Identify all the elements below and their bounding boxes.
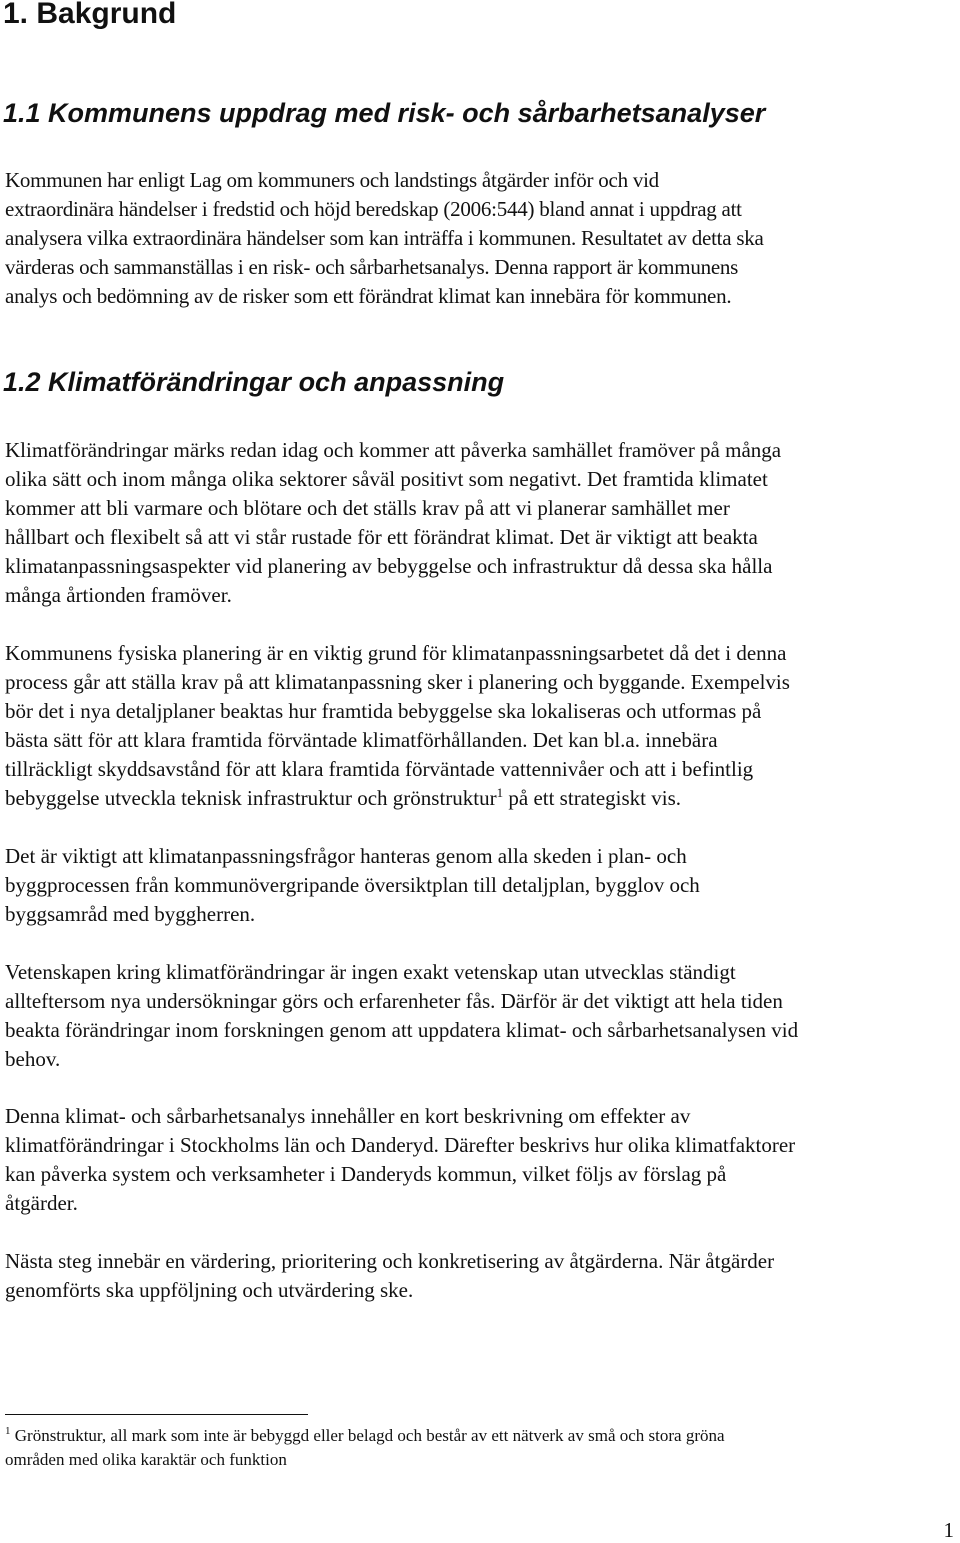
text-line: byggprocessen från kommunövergripande översiktplan till detaljplan, bygglov och: [5, 873, 700, 897]
paragraph-nasta-steg: [0, 1247, 960, 1305]
paragraph-kommunens-uppdrag: [0, 166, 960, 311]
text-fragment: bebyggelse utveckla teknisk infrastruktur och grönstruktur: [5, 786, 497, 810]
text-line: analysera vilka extraordinära händelser som kan inträffa i kommunen. Resultatet av detta ska: [5, 226, 764, 250]
text-line: Kommunens fysiska planering är en viktig grund för klimatanpassningsarbetet då det i denna: [5, 641, 787, 665]
paragraph-klimatforandringar: [0, 436, 960, 610]
text-line: Klimatförändringar märks redan idag och kommer att påverka samhället framöver på många: [5, 438, 782, 462]
text-line: värderas och sammanställas i en risk- och sårbarhetsanalys. Denna rapport är kommunens: [5, 255, 739, 279]
paragraph-fysisk-planering: [0, 639, 960, 813]
text-line: Vetenskapen kring klimatförändringar är ingen exakt vetenskap utan utvecklas ständigt: [5, 960, 736, 984]
text-line: Nästa steg innebär en värdering, prioritering och konkretisering av åtgärderna. När åtgärder: [5, 1249, 775, 1273]
text-line: hållbart och flexibelt så att vi står rustade för ett förändrat klimat. Det är viktigt att beakta: [5, 525, 758, 549]
footnote-separator: [5, 1414, 308, 1415]
footnote-reference: 1: [496, 785, 504, 800]
heading-bakgrund: 1. Bakgrund: [3, 0, 177, 30]
paragraph-plan-och-byggprocessen: [0, 842, 960, 929]
text-line: tillräckligt skyddsavstånd för att klara framtida förväntade vattennivåer och att i befintlig: [5, 757, 754, 781]
text-line: Kommunen har enligt Lag om kommuners och landstings åtgärder inför och vid: [5, 168, 659, 192]
text-line: olika sätt och inom många olika sektorer såväl positivt som negativt. Det framtida klimatet: [5, 467, 768, 491]
text-line: klimatanpassningsaspekter vid planering av bebyggelse och infrastruktur då dessa ska hålla: [5, 554, 773, 578]
text-line: beakta förändringar inom forskningen genom att uppdatera klimat- och sårbarhetsanalysen vid: [5, 1018, 799, 1042]
paragraph-vetenskapen: [0, 958, 960, 1074]
text-fragment: på ett strategiskt vis.: [503, 786, 682, 810]
text-line: process går att ställa krav på att klimatanpassning sker i planering och byggande. Exempelvis: [5, 670, 790, 694]
text-line: klimatförändringar i Stockholms län och Danderyd. Därefter beskrivs hur olika klimatfaktorer: [5, 1133, 796, 1157]
footnote-text: Grönstruktur, all mark som inte är bebyggd eller belagd och består av ett nätverk av små och stora gröna: [10, 1426, 725, 1445]
text-line: många årtionden framöver.: [5, 583, 232, 607]
footnote-line: [0, 1424, 960, 1448]
text-line: åtgärder.: [5, 1191, 78, 1215]
text-line: byggsamråd med byggherren.: [5, 902, 256, 926]
text-line: bästa sätt för att klara framtida förväntade klimatförhållanden. Det kan bl.a. innebära: [5, 728, 718, 752]
text-line: Det är viktigt att klimatanpassningsfrågor hanteras genom alla skeden i plan- och: [5, 844, 687, 868]
text-line: behov.: [5, 1047, 61, 1071]
footnote: [0, 1424, 960, 1472]
text-line: kommer att bli varmare och blötare och det ställs krav på att vi planerar samhället mer: [5, 496, 730, 520]
text-line: analys och bedömning av de risker som ett förändrat klimat kan innebära för kommunen.: [5, 284, 732, 308]
heading-section-1-2: 1.2 Klimatförändringar och anpassning: [3, 367, 505, 397]
footnote-line: områden med olika karaktär och funktion: [5, 1450, 287, 1469]
text-line: bör det i nya detaljplaner beaktas hur framtida bebyggelse ska lokaliseras och utformas på: [5, 699, 762, 723]
footnote-marker: 1: [5, 1425, 11, 1437]
paragraph-analysens-innehall: [0, 1102, 960, 1218]
heading-section-1-1: 1.1 Kommunens uppdrag med risk- och sårbarhetsanalyser: [3, 98, 766, 128]
text-line-with-footnote-ref: [0, 784, 960, 813]
text-line: extraordinära händelser i fredstid och höjd beredskap (2006:544) bland annat i uppdrag att: [5, 197, 742, 221]
text-line: Denna klimat- och sårbarhetsanalys innehåller en kort beskrivning om effekter av: [5, 1104, 691, 1128]
text-line: kan påverka system och verksamheter i Danderyds kommun, vilket följs av förslag på: [5, 1162, 727, 1186]
page-number: 1: [943, 1518, 954, 1542]
text-line: allteftersom nya undersökningar görs och erfarenheter fås. Därför är det viktigt att hela tiden: [5, 989, 783, 1013]
text-line: genomförts ska uppföljning och utvärdering ske.: [5, 1278, 414, 1302]
